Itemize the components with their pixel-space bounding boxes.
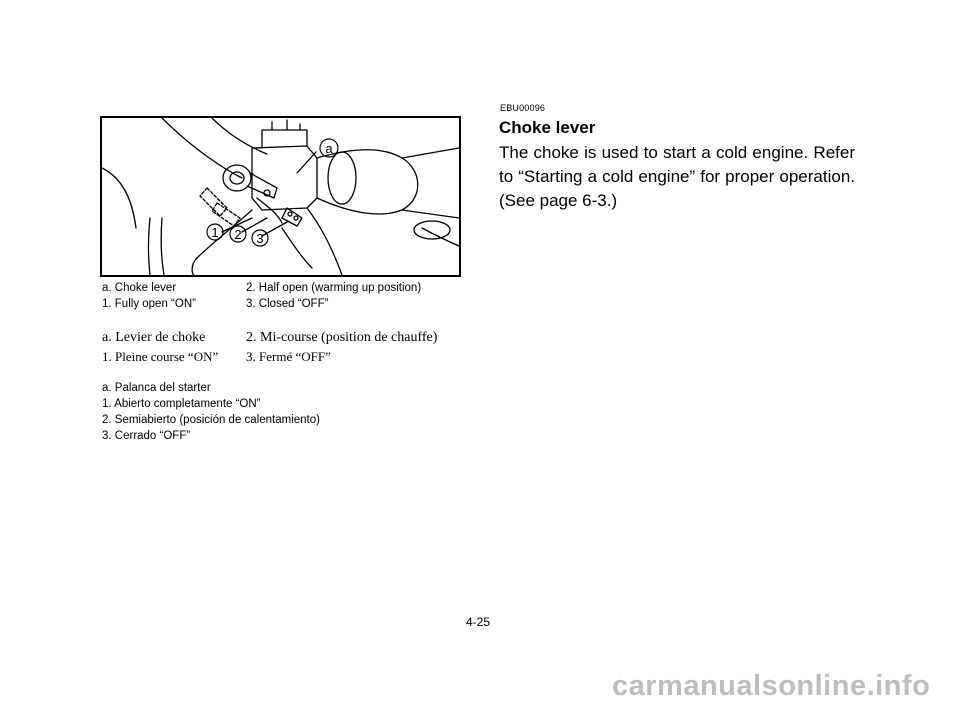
caption-en-item-1: 1. Fully open “ON”: [102, 298, 196, 310]
caption-fr-item-a: a. Levier de choke: [102, 330, 206, 345]
caption-fr-item-1: 1. Pleine course “ON”: [102, 349, 219, 364]
caption-en-item-a: a. Choke lever: [102, 282, 177, 294]
caption-french: [102, 328, 437, 365]
callout-3-label: 3: [256, 231, 264, 246]
section-body: The choke is used to start a cold engine. Refer to “Starting a cold engine” for proper operation. (See page 6-3.): [499, 143, 855, 210]
caption-fr-item-2: 2. Mi-course (position de chauffe): [246, 330, 438, 345]
watermark: carmanualsonline.info: [612, 670, 931, 702]
callout-a-label: a: [325, 141, 333, 156]
caption-en-item-3: 3. Closed “OFF”: [246, 298, 329, 310]
callout-2-label: 2: [234, 227, 242, 242]
caption-es-item-1: 1. Abierto completamente “ON”: [102, 398, 261, 410]
engine-line-drawing: [102, 118, 459, 275]
caption-english: [102, 280, 421, 312]
caption-fr-item-3: 3. Fermé “OFF”: [246, 349, 331, 364]
choke-lever-illustration: [100, 116, 461, 277]
caption-es-item-3: 3. Cerrado “OFF”: [102, 430, 191, 442]
caption-spanish: [102, 380, 320, 444]
caption-es-item-a: a. Palanca del starter: [102, 382, 211, 394]
page-number: 4-25: [466, 615, 491, 629]
caption-en-item-2: 2. Half open (warming up position): [246, 282, 422, 294]
section-title: Choke lever: [499, 118, 596, 137]
section-code: EBU00096: [500, 103, 546, 113]
caption-es-item-2: 2. Semiabierto (posición de calentamiento): [102, 414, 320, 426]
callout-1-label: 1: [211, 225, 219, 240]
